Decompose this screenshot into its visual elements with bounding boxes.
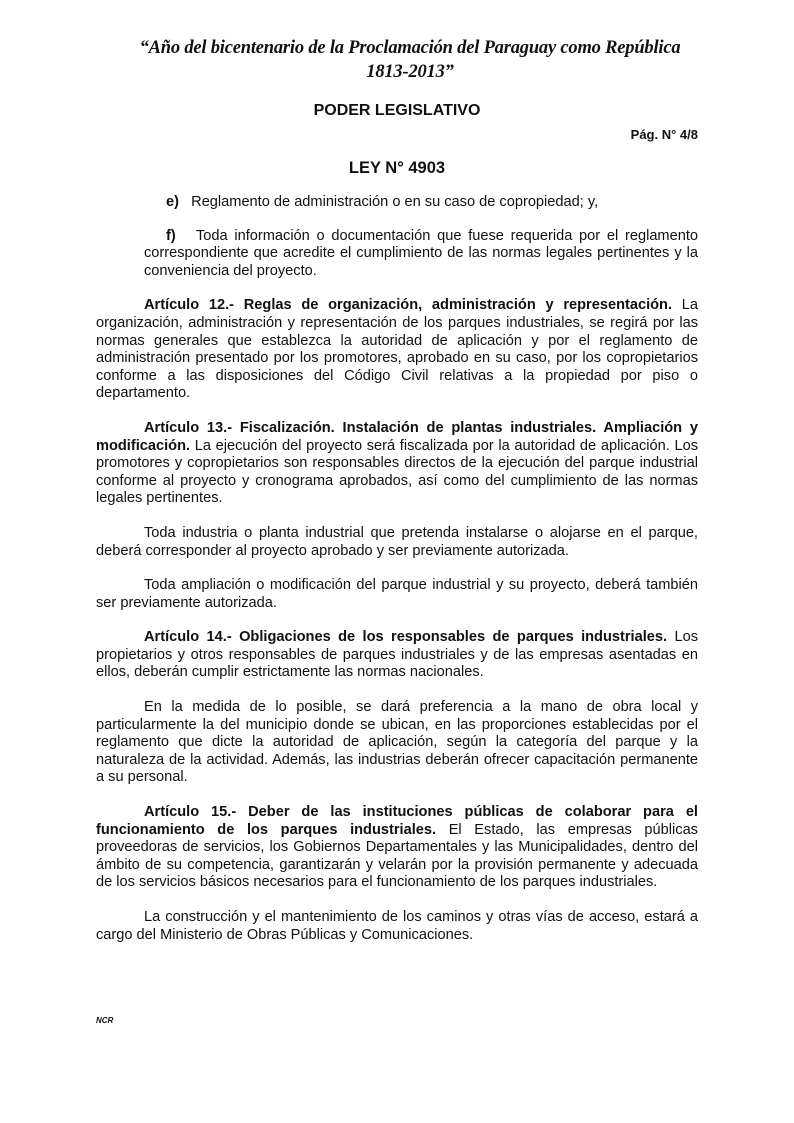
article-13-paragraph: Toda ampliación o modificación del parque industrial y su proyecto, deberá también ser previamente autorizada. [96,577,698,611]
header-motto: “Año del bicentenario de la Proclamación del Paraguay como República 1813-2013” [139,38,681,82]
article-text: Los propietarios y otros responsables de parques industriales y de las empresas asentadas en ellos, deberán cumplir estrictamente las normas nacionales. [96,629,698,681]
article-heading: Artículo 12.- Reglas de organización, administración y representación. [144,297,673,314]
article-heading: Artículo 13.- Fiscalización. Instalación de plantas industriales. Ampliación y modificación. [96,419,698,454]
list-item-text: Toda información o documentación que fuese requerida por el reglamento correspondiente que acredite el cumplimiento de las normas legales pertinentes y la conveniencia del proyecto. [144,227,698,279]
law-title: LEY N° 4903 [348,159,446,177]
article-text: La organización, administración y representación de los parques industriales, se regirá por las normas generales que establezca la autoridad de aplicación y por el reglamento de administración presentado por los promotores, aprobado en su caso, por los copropietarios conforme a las disposiciones del Código Civil relativas a la propiedad por piso o departamento. [96,297,698,402]
page-number: Pág. N° 4/8 [630,127,698,142]
article-text: El Estado, las empresas públicas proveedoras de servicios, los Gobiernos Departamentales y las Municipalidades, dentro del ámbito de su competencia, garantizarán y velarán por la provisión permanente y adecuada de los servicios básicos necesarios para el funcionamiento de los parques industriales. [96,821,698,891]
article-15-paragraph: La construcción y el mantenimiento de los caminos y otras vías de acceso, estará a cargo del Ministerio de Obras Públicas y Comunicaciones. [96,909,698,943]
article-14 [96,629,698,682]
list-marker: e) [166,194,179,210]
article-14-paragraph: En la medida de lo posible, se dará preferencia a la mano de obra local y particularmente la del municipio donde se ubican, en las proporciones establecidas por el reglamento que dicte la autoridad de aplicación, según la categoría del parque y la naturaleza de la actividad. Además, las industrias deberán ofrecer capacitación permanente a su personal. [96,699,698,786]
document-body [96,194,698,961]
article-13 [96,420,698,508]
article-15 [96,804,698,892]
article-heading: Artículo 15.- Deber de las instituciones públicas de colaborar para el funcionamiento de los parques industriales. [96,804,698,838]
list-item-text: Reglamento de administración o en su caso de copropiedad; y, [191,194,599,210]
article-13-paragraph: Toda industria o planta industrial que pretenda instalarse o alojarse en el parque, deberá corresponder al proyecto aprobado y ser previamente autorizada. [96,524,698,559]
article-text: La ejecución del proyecto será fiscalizada por la autoridad de aplicación. Los promotores y copropietarios son responsables directos de la ejecución del parque industrial conforme al proyecto y cronograma aprobados, así como del cumplimiento de las normas legales pertinentes. [96,437,698,507]
list-item-e [144,194,698,212]
legislative-branch-heading: PODER LEGISLATIVO [313,102,481,119]
footer-initials: NCR [96,1016,114,1025]
list-item-f [144,228,698,281]
article-heading: Artículo 14.- Obligaciones de los responsables de parques industriales. [144,629,668,646]
article-12 [96,297,698,403]
list-marker: f) [166,227,176,244]
